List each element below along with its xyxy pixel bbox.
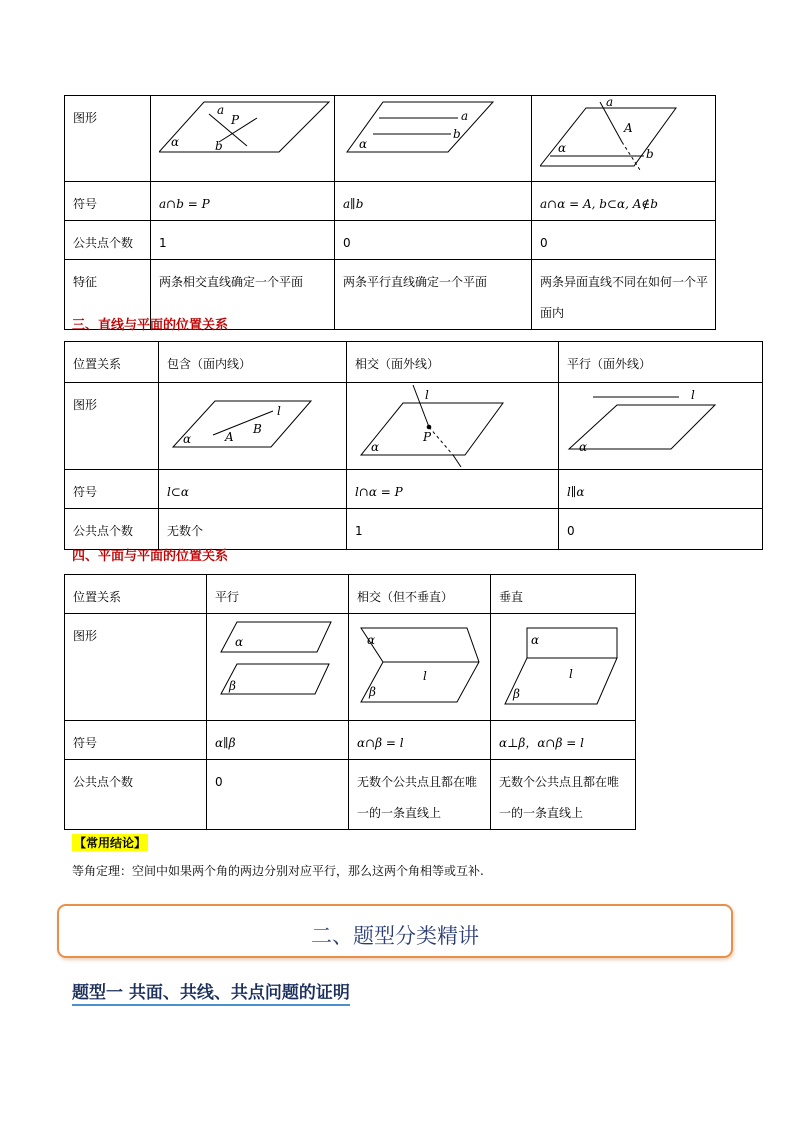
skew-lines-figure <box>540 96 720 172</box>
figure-cell-skew-lines <box>532 96 716 182</box>
header-cell: 包含（面内线） <box>159 342 347 383</box>
figure-cell-line-parallel-plane <box>559 383 763 470</box>
perpendicular-planes-figure <box>499 614 639 714</box>
header-cell: 位置关系 <box>65 575 207 614</box>
symbol-cell: α⊥β，α∩β = l <box>491 721 636 760</box>
intersecting-lines-figure <box>159 96 339 156</box>
header-cell: 平行（面外线） <box>559 342 763 383</box>
row-label: 符号 <box>65 182 151 221</box>
row-label: 图形 <box>65 96 151 182</box>
value-cell: 0 <box>559 509 763 550</box>
intersecting-planes-figure <box>357 614 493 714</box>
value-cell: 两条平行直线确定一个平面 <box>335 260 532 330</box>
value-cell: 两条异面直线不同在如何一个平面内 <box>532 260 716 330</box>
figure-cell-intersecting-planes <box>349 614 491 721</box>
label-b: b <box>453 127 461 141</box>
header-cell: 垂直 <box>491 575 636 614</box>
label-alpha: α <box>367 633 376 647</box>
line-intersect-plane-figure <box>355 383 555 469</box>
label-a: a <box>606 96 614 109</box>
value-cell: 1 <box>347 509 559 550</box>
label-beta: β <box>369 685 376 699</box>
row-label: 图形 <box>65 614 207 721</box>
label-B: B <box>253 422 262 436</box>
table-row <box>65 221 716 260</box>
label-a: a <box>461 109 469 123</box>
label-l: l <box>423 669 427 683</box>
row-label: 符号 <box>65 721 207 760</box>
label-l: l <box>691 388 695 402</box>
value-cell: 0 <box>335 221 532 260</box>
label-A: A <box>624 121 633 135</box>
table-row <box>65 96 716 182</box>
table-row <box>65 614 636 721</box>
label-alpha: α <box>371 440 380 454</box>
figure-cell-line-in-plane <box>159 383 347 470</box>
header-cell: 平行 <box>207 575 349 614</box>
label-l: l <box>569 667 573 681</box>
label-b: b <box>215 139 223 153</box>
label-beta: β <box>513 687 520 701</box>
symbol-cell: α∥β <box>207 721 349 760</box>
label-l: l <box>425 388 429 402</box>
row-label: 符号 <box>65 470 159 509</box>
table-row <box>65 760 636 830</box>
line-plane-table <box>64 341 763 550</box>
symbol-cell: a∥b <box>335 182 532 221</box>
table-row <box>65 509 763 550</box>
value-cell: 两条相交直线确定一个平面 <box>151 260 335 330</box>
lines-relation-table <box>64 95 716 330</box>
symbol-cell: l∩α = P <box>347 470 559 509</box>
label-alpha: α <box>171 135 180 149</box>
table-header <box>65 575 636 614</box>
table-header <box>65 342 763 383</box>
figure-cell-intersecting-lines <box>151 96 335 182</box>
table-row <box>65 182 716 221</box>
header-cell: 位置关系 <box>65 342 159 383</box>
row-label: 公共点个数 <box>65 509 159 550</box>
label-alpha: α <box>359 137 368 151</box>
row-label: 公共点个数 <box>65 760 207 830</box>
value-cell: 无数个 <box>159 509 347 550</box>
symbol-cell: l∥α <box>559 470 763 509</box>
table-row <box>65 721 636 760</box>
label-p: P <box>231 113 240 127</box>
value-cell: 无数个公共点且都在唯一的一条直线上 <box>349 760 491 830</box>
label-a: a <box>217 103 225 117</box>
figure-cell-parallel-lines <box>335 96 532 182</box>
header-cell: 相交（但不垂直） <box>349 575 491 614</box>
label-l: l <box>277 404 281 418</box>
section-banner <box>57 904 733 958</box>
row-label: 公共点个数 <box>65 221 151 260</box>
note-title: 【常用结论】 <box>74 836 147 850</box>
line-parallel-plane-figure <box>567 383 763 463</box>
symbol-cell: l⊂α <box>159 470 347 509</box>
label-alpha: α <box>531 633 540 647</box>
figure-cell-line-intersect-plane <box>347 383 559 470</box>
problem-type-heading: 题型一 共面、共线、共点问题的证明 <box>72 978 350 1006</box>
label-beta: β <box>229 679 236 693</box>
label-P: P <box>423 430 432 444</box>
parallel-lines-figure <box>343 96 533 156</box>
banner-title: 二、题型分类精讲 <box>311 924 479 948</box>
table-row <box>65 470 763 509</box>
parallel-planes-figure <box>215 614 351 714</box>
figure-cell-perpendicular-planes <box>491 614 636 721</box>
label-alpha: α <box>235 635 244 649</box>
row-label: 图形 <box>65 383 159 470</box>
symbol-cell: a∩α = A, b⊂α, A∉b <box>532 182 716 221</box>
row-label: 特征 <box>65 260 151 330</box>
plane-plane-table <box>64 574 636 830</box>
section-3-heading: 三、直线与平面的位置关系 <box>72 318 229 333</box>
value-cell: 1 <box>151 221 335 260</box>
label-alpha: α <box>183 432 192 446</box>
line-in-plane-figure <box>167 383 347 463</box>
label-alpha: α <box>558 141 567 155</box>
table-row <box>65 383 763 470</box>
value-cell: 0 <box>532 221 716 260</box>
value-cell: 无数个公共点且都在唯一的一条直线上 <box>491 760 636 830</box>
section-4-heading: 四、平面与平面的位置关系 <box>72 549 229 564</box>
note-text: 等角定理：空间中如果两个角的两边分别对应平行，那么这两个角相等或互补. <box>72 864 484 878</box>
label-alpha: α <box>579 440 588 454</box>
label-A: A <box>225 430 234 444</box>
symbol-cell: a∩b = P <box>151 182 335 221</box>
symbol-cell: α∩β = l <box>349 721 491 760</box>
label-b: b <box>646 147 654 161</box>
header-cell: 相交（面外线） <box>347 342 559 383</box>
figure-cell-parallel-planes <box>207 614 349 721</box>
value-cell: 0 <box>207 760 349 830</box>
